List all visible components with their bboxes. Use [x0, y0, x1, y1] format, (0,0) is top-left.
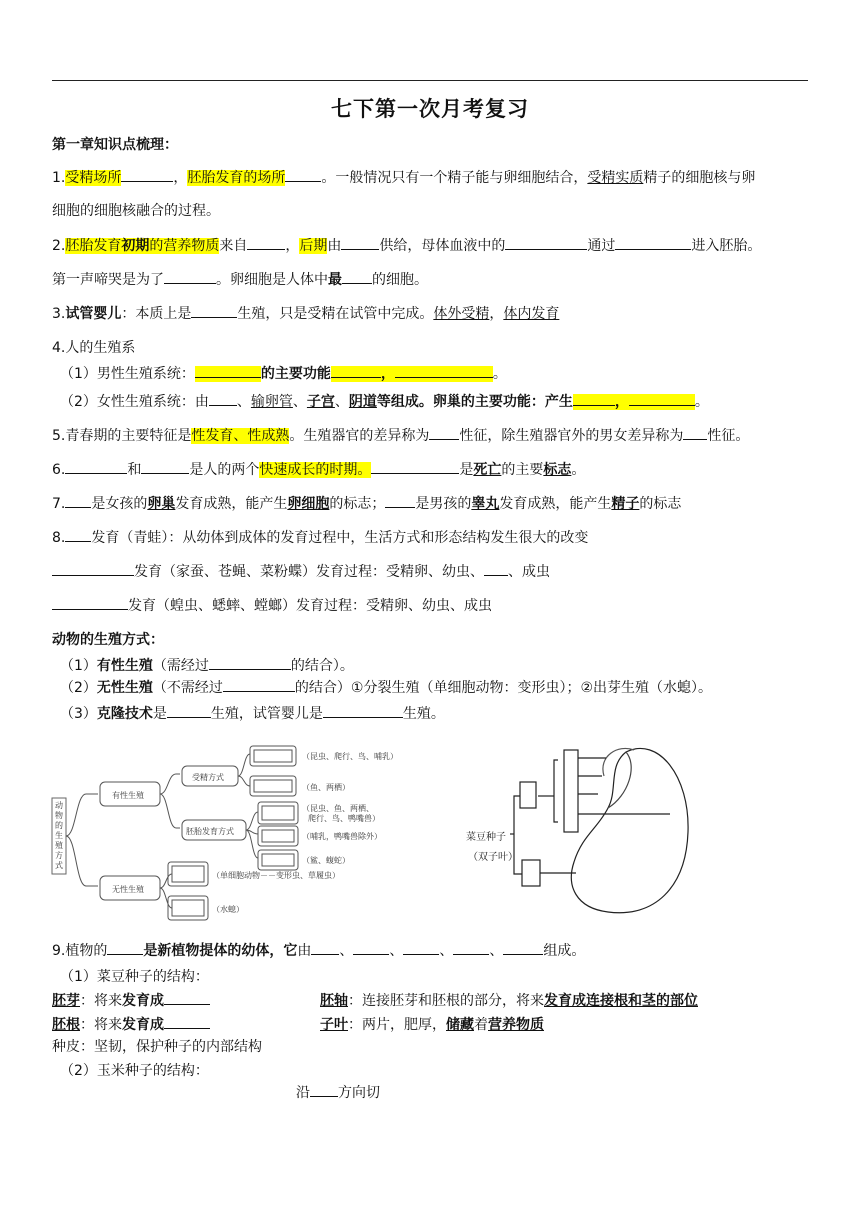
axis-row: 胚轴：连接胚芽和胚根的部分，将来发育成连接根和茎的部位: [320, 993, 698, 1009]
q7: 7. 是女孩的卵巢发育成熟，能产生卵细胞的标志； 是男孩的睾丸发育成熟，能产生精子的标志: [52, 493, 681, 515]
root-label-c5: 殖: [55, 841, 63, 850]
cotyledon-row: 子叶：两片，肥厚，储藏着营养物质: [320, 1017, 544, 1033]
q8-line3: 发育（蝗虫、蟋蟀、螳螂）发育过程：受精卵、幼虫、成虫: [52, 595, 492, 617]
section-heading: 第一章知识点梳理：: [52, 137, 178, 153]
bean-label: 菜豆种子: [466, 832, 506, 843]
top-rule: [52, 80, 808, 81]
radicle-row: 胚根：将来发育成: [52, 1014, 210, 1036]
q2-line2: 第一声啼哭是为了 。卵细胞是人体中最 的细胞。: [52, 269, 428, 291]
q8-line1: 8. 发育（青蛙）：从幼体到成体的发育过程中，生活方式和形态结构发生很大的改变: [52, 527, 588, 549]
animal-heading: 动物的生殖方式：: [52, 632, 164, 648]
sexual-label: 有性生殖: [112, 791, 144, 800]
root-label-c3: 的: [55, 821, 63, 830]
bean-label-2: （双子叶）: [468, 852, 518, 863]
bean-heading: （1）菜豆种子的结构：: [60, 969, 209, 985]
q9: 9.植物的 是新植物提体的幼体，它由 、 、 、 、 组成。: [52, 940, 585, 962]
note-7: （水螅）: [212, 905, 244, 914]
plumule-row: 胚芽：将来发育成: [52, 990, 210, 1012]
q4-female: （2）女性生殖系统：由 、输卵管、子宫、阴道等组成。卵巢的主要功能：产生 ， 。: [60, 391, 709, 413]
root-label-c6: 方: [55, 851, 63, 860]
note-1: （昆虫、爬行、鸟、哺乳）: [302, 752, 398, 761]
root-label-c2: 物: [55, 811, 63, 820]
q2-line1: 2.胚胎发育初期的营养物质来自 ，后期由 供给，母体血液中的 通过 进入胚胎。: [52, 235, 761, 257]
q5: 5.青春期的主要特征是性发育、性成熟。生殖器官的差异称为 性征，除生殖器官外的男女差异称为 性征。: [52, 425, 749, 447]
q4-male: （1）男性生殖系统： 的主要功能 ， 。: [60, 363, 507, 385]
corn-cut: 沿 方向切: [296, 1082, 380, 1104]
fert-label: 受精方式: [192, 773, 224, 782]
page-title: 七下第一次月考复习: [331, 97, 529, 121]
animal-item1: （1）有性生殖（需经过 的结合）。: [60, 655, 354, 677]
asexual-label: 无性生殖: [112, 885, 144, 894]
embryo-label: 胚胎发育方式: [186, 827, 234, 836]
note-6: （单细胞动物－－变形虫、草履虫）: [212, 871, 340, 880]
animal-reproduction-diagram: [50, 742, 410, 922]
bean-seed-diagram: [458, 736, 698, 922]
q1-line2: 细胞的细胞核融合的过程。: [52, 203, 220, 219]
corn-heading: （2）玉米种子的结构：: [60, 1063, 209, 1079]
root-label-c4: 生: [55, 831, 63, 840]
q3: 3.试管婴儿：本质上是 生殖，只是受精在试管中完成。体外受精，体内发育: [52, 303, 559, 325]
animal-item3: （3）克隆技术是 生殖，试管婴儿是 生殖。: [60, 703, 445, 725]
animal-item2: （2）无性生殖（不需经过 的结合）①分裂生殖（单细胞动物：变形虫）；②出芽生殖（水螅）。: [60, 677, 712, 699]
note-5: （鲨、蝮蛇）: [302, 856, 350, 865]
root-label-c7: 式: [55, 861, 63, 870]
q6: 6. 和 是人的两个快速成长的时期。 是死亡的主要标志。: [52, 459, 585, 481]
seed-coat-row: 种皮：坚韧，保护种子的内部结构: [52, 1039, 262, 1055]
note-4: （哺乳，鸭嘴兽除外）: [302, 832, 382, 841]
note-2: （鱼、两栖）: [302, 783, 350, 792]
q8-line2: 发育（家蚕、苍蝇、菜粉蝶）发育过程：受精卵、幼虫、 、成虫: [52, 561, 550, 583]
note-3b: 爬行、鸟、鸭嘴兽）: [308, 814, 380, 823]
q4-heading: 4.人的生殖系: [52, 340, 136, 356]
root-label-c1: 动: [55, 801, 63, 810]
q1-line1: 1.受精场所 ，胚胎发育的场所 。一般情况只有一个精子能与卵细胞结合，受精实质精子的细胞核与卵: [52, 167, 755, 189]
note-3a: （昆虫、鱼、两栖、: [302, 804, 374, 813]
